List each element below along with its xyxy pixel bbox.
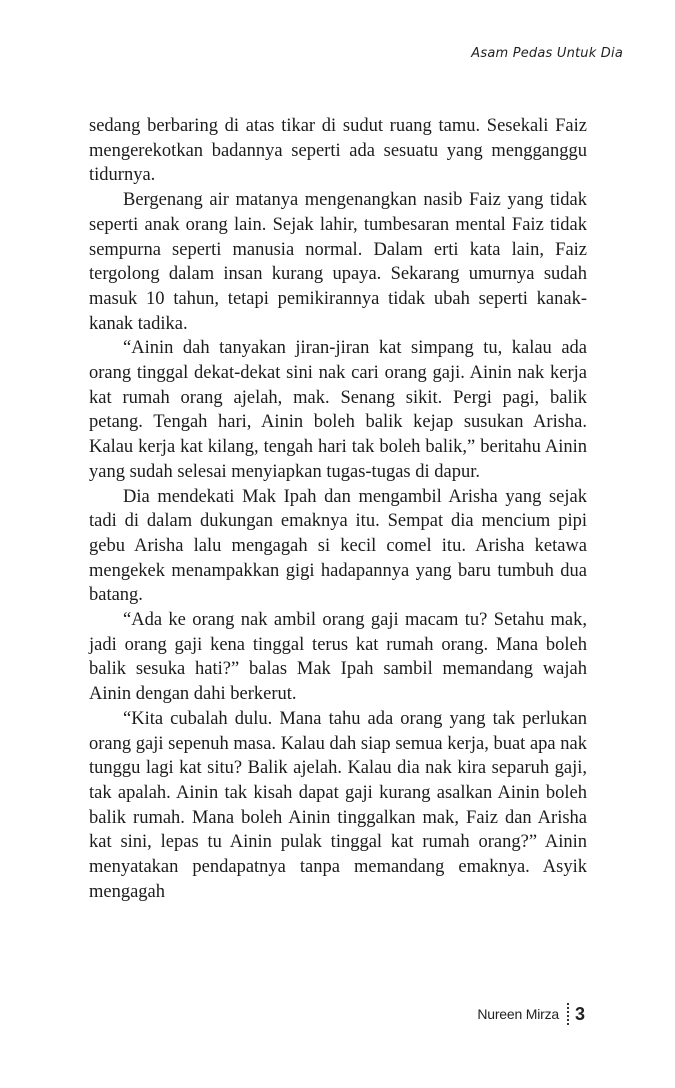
body-text (89, 114, 587, 905)
paragraph-1: sedang berbaring di atas tikar di sudut ruang tamu. Sesekali Faiz mengerekotkan badannya seperti ada sesuatu yang mengganggu tidurnya. (89, 116, 587, 186)
paragraph-5: “Ada ke orang nak ambil orang gaji macam tu? Setahu mak, jadi orang gaji kena tinggal terus kat rumah orang. Mana boleh balik sesuka hati?” balas Mak Ipah sambil memandang wajah Ainin dengan dahi berkerut. (89, 610, 587, 705)
page-number: 3 (574, 1003, 585, 1024)
footer-author: Nureen Mirza (477, 1006, 559, 1022)
running-header-title: Asam Pedas Untuk Dia (471, 46, 623, 61)
paragraph-3: “Ainin dah tanyakan jiran-jiran kat simpang tu, kalau ada orang tinggal dekat-dekat sini nak cari orang gaji. Ainin nak kerja kat rumah orang ajelah, mak. Senang sikit. Pergi pagi, balik petang. Tengah hari, Ainin boleh balik kejap susukan Arisha. Kalau kerja kat kilang, tengah hari tak boleh balik,” beritahu Ainin yang sudah selesai menyiapkan tugas-tugas di dapur. (89, 338, 587, 482)
footer-divider (567, 1003, 569, 1025)
paragraph-2: Bergenang air matanya mengenangkan nasib Faiz yang tidak seperti anak orang lain. Sejak lahir, tumbesaran mental Faiz tidak sempurna seperti manusia normal. Dalam erti kata lain, Faiz tergolong dalam insan kurang upaya. Sekarang umurnya sudah masuk 10 tahun, tetapi pemikirannya tidak ubah seperti kanak-kanak tadika. (89, 190, 587, 334)
page-footer (477, 1003, 585, 1025)
paragraph-4: Dia mendekati Mak Ipah dan mengambil Arisha yang sejak tadi di dalam dukungan emaknya itu. Sempat dia mencium pipi gebu Arisha lalu mengagah si kecil comel itu. Arisha ketawa mengekek menampakkan gigi hadapannya yang baru tumbuh dua batang. (89, 486, 587, 606)
paragraph-6: “Kita cubalah dulu. Mana tahu ada orang yang tak perlukan orang gaji sepenuh masa. Kalau dah siap semua kerja, buat apa nak tunggu lagi kat situ? Balik ajelah. Kalau dia nak kira separuh gaji, tak apalah. Ainin tak kisah dapat gaji kurang asalkan Ainin boleh balik rumah. Mana boleh Ainin tinggalkan mak, Faiz dan Arisha kat sini, lepas tu Ainin pulak tinggal kat rumah orang?” Ainin menyatakan pendapatnya tanpa memandang emaknya. Asyik mengagah (89, 708, 587, 902)
